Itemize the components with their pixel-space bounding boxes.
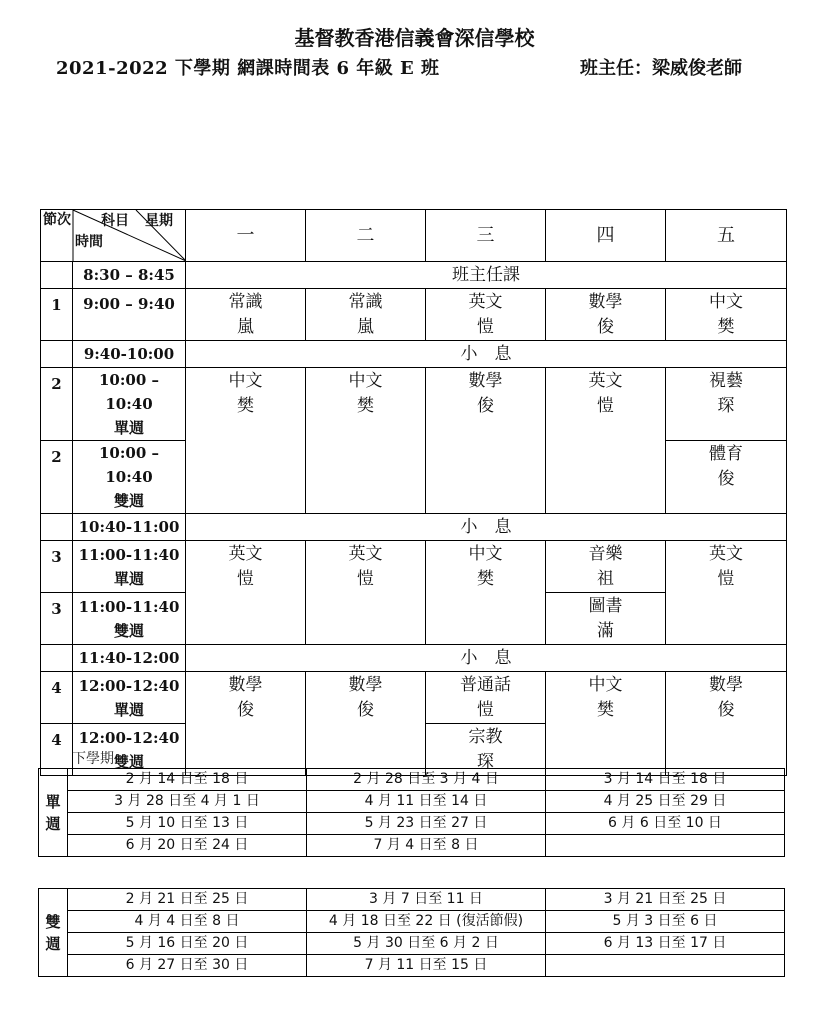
subject: 英文 [348, 544, 383, 564]
teacher: 俊 [357, 700, 374, 720]
period-time [73, 672, 186, 724]
date-cell: 3 月 28 日至 4 月 1 日 [68, 791, 307, 813]
break-time: 10:40-11:00 [73, 514, 186, 541]
date-cell: 4 月 18 日至 22 日 (復活節假) [307, 911, 546, 933]
teacher: 祖 [597, 569, 614, 589]
teacher: 俊 [717, 700, 735, 720]
lesson-cell [546, 289, 666, 341]
subject: 中文 [588, 675, 623, 695]
date-cell: 7 月 11 日至 15 日 [307, 955, 546, 977]
teacher: 愷 [717, 569, 735, 589]
week-type: 雙週 [113, 752, 144, 771]
lesson-cell [186, 289, 306, 341]
break-label: 小 息 [186, 645, 787, 672]
teacher: 樊 [717, 317, 735, 337]
day-header: 五 [666, 210, 787, 262]
subject: 圖書 [588, 596, 623, 616]
subject: 數學 [348, 675, 383, 695]
time-range: 12:00-12:40 [78, 676, 180, 695]
date-cell: 4 月 25 日至 29 日 [546, 791, 785, 813]
school-name: 基督教香港信義會深信學校 [294, 26, 535, 50]
date-cell: 6 月 6 日至 10 日 [546, 813, 785, 835]
subject: 常識 [228, 292, 263, 312]
day-header: 三 [426, 210, 546, 262]
teacher: 琛 [477, 752, 494, 772]
week-type: 雙週 [113, 621, 144, 640]
lesson-cell [426, 541, 546, 645]
term-label: 下學期 [72, 751, 114, 767]
time-range: 10:00 – 10:40 [98, 371, 159, 413]
date-cell: 5 月 30 日至 6 月 2 日 [307, 933, 546, 955]
time-range: 12:00-12:40 [78, 728, 180, 747]
corner-subject: 科目 [101, 213, 129, 229]
lesson-cell [546, 368, 666, 514]
teacher: 愷 [357, 569, 374, 589]
week-type: 雙週 [113, 492, 144, 510]
period-time [73, 541, 186, 593]
timetable [40, 209, 787, 776]
subject: 數學 [468, 371, 503, 391]
period-number: 3 [41, 593, 73, 645]
day-header: 四 [546, 210, 666, 262]
subject: 常識 [348, 292, 383, 312]
date-cell: 5 月 23 日至 27 日 [307, 813, 546, 835]
subject: 視藝 [709, 371, 743, 391]
break-time: 11:40-12:00 [73, 645, 186, 672]
period-time [73, 441, 186, 514]
double-week-label: 雙週 [39, 889, 68, 977]
break-label: 小 息 [186, 514, 787, 541]
period-number: 3 [41, 541, 73, 593]
header-corner [41, 210, 186, 262]
teacher: 愷 [477, 317, 494, 337]
period-number: 4 [41, 724, 73, 776]
subject: 英文 [228, 544, 263, 564]
date-cell: 5 月 10 日至 13 日 [68, 813, 307, 835]
date-cell: 3 月 21 日至 25 日 [546, 889, 785, 911]
date-cell: 6 月 13 日至 17 日 [546, 933, 785, 955]
lesson-cell [666, 368, 787, 441]
teacher: 俊 [237, 700, 254, 720]
subject: 音樂 [588, 544, 623, 564]
subject: 宗教 [468, 727, 503, 747]
lesson-cell [546, 672, 666, 776]
lesson-cell [426, 368, 546, 514]
period-number: 2 [41, 441, 73, 514]
date-cell: 3 月 14 日至 18 日 [546, 769, 785, 791]
class-teacher: 班主任：梁威俊老師 [580, 58, 742, 79]
single-week-table [38, 768, 785, 857]
teacher: 樊 [597, 700, 614, 720]
teacher: 俊 [477, 396, 494, 416]
date-cell: 5 月 3 日至 6 日 [546, 911, 785, 933]
date-cell: 5 月 16 日至 20 日 [68, 933, 307, 955]
corner-time: 時間 [75, 234, 103, 250]
single-week-label: 單週 [39, 769, 68, 857]
subject: 數學 [588, 292, 623, 312]
lesson-cell [666, 672, 787, 776]
lesson-cell [546, 541, 666, 593]
lesson-cell [546, 593, 666, 645]
subject: 英文 [588, 371, 623, 391]
date-cell: 4 月 4 日至 8 日 [68, 911, 307, 933]
double-week-table [38, 888, 785, 977]
teacher: 樊 [477, 569, 494, 589]
break-time: 9:40-10:00 [73, 341, 186, 368]
date-cell [546, 955, 785, 977]
teacher: 嵐 [237, 317, 254, 337]
lesson-cell [666, 541, 787, 645]
period-time [73, 593, 186, 645]
lesson-cell [306, 541, 426, 645]
time-range: 10:00 – 10:40 [98, 444, 159, 486]
lesson-cell [426, 672, 546, 724]
date-cell: 3 月 7 日至 11 日 [307, 889, 546, 911]
teacher: 愷 [237, 569, 254, 589]
period-time [73, 368, 186, 441]
time-range: 11:00-11:40 [78, 597, 180, 616]
subject: 中文 [709, 292, 743, 312]
subject: 數學 [709, 675, 743, 695]
teacher: 嵐 [357, 317, 374, 337]
date-cell: 7 月 4 日至 8 日 [307, 835, 546, 857]
subject: 體育 [709, 444, 743, 464]
subject: 中文 [228, 371, 263, 391]
teacher: 樊 [357, 396, 374, 416]
teacher: 滿 [597, 621, 614, 641]
teacher: 俊 [717, 469, 735, 489]
teacher: 愷 [597, 396, 614, 416]
week-type: 單週 [113, 419, 144, 437]
lesson-cell [306, 368, 426, 514]
time-range: 11:00-11:40 [78, 545, 180, 564]
subject: 英文 [709, 544, 743, 564]
date-cell: 2 月 14 日至 18 日 [68, 769, 307, 791]
date-cell: 6 月 20 日至 24 日 [68, 835, 307, 857]
subject: 普通話 [460, 675, 511, 695]
teacher: 俊 [597, 317, 614, 337]
timetable-subtitle: 2021-2022 下學期 網課時間表 6 年級 E 班 [56, 58, 440, 79]
homeroom-label: 班主任課 [186, 262, 787, 289]
date-cell: 2 月 21 日至 25 日 [68, 889, 307, 911]
teacher: 樊 [237, 396, 254, 416]
break-label: 小 息 [186, 341, 787, 368]
lesson-cell [186, 541, 306, 645]
date-cell: 4 月 11 日至 14 日 [307, 791, 546, 813]
date-cell: 6 月 27 日至 30 日 [68, 955, 307, 977]
lesson-cell [306, 672, 426, 776]
period-number: 2 [41, 368, 73, 441]
corner-weekday: 星期 [145, 213, 173, 229]
teacher: 愷 [477, 700, 494, 720]
lesson-cell [306, 289, 426, 341]
corner-period: 節次 [43, 212, 71, 228]
day-header: 一 [186, 210, 306, 262]
subject: 數學 [228, 675, 263, 695]
date-cell: 2 月 28 日至 3 月 4 日 [307, 769, 546, 791]
day-header: 二 [306, 210, 426, 262]
date-cell [546, 835, 785, 857]
period-time: 9:00 – 9:40 [73, 289, 186, 341]
subject: 英文 [468, 292, 503, 312]
lesson-cell [666, 289, 787, 341]
lesson-cell [666, 441, 787, 514]
period-number: 1 [41, 289, 73, 341]
week-type: 單週 [113, 700, 144, 719]
lesson-cell [426, 289, 546, 341]
period-number: 4 [41, 672, 73, 724]
homeroom-time: 8:30 – 8:45 [73, 262, 186, 289]
lesson-cell [186, 368, 306, 514]
subject: 中文 [468, 544, 503, 564]
teacher: 琛 [717, 396, 735, 416]
subject: 中文 [348, 371, 383, 391]
week-type: 單週 [113, 569, 144, 588]
lesson-cell [186, 672, 306, 776]
